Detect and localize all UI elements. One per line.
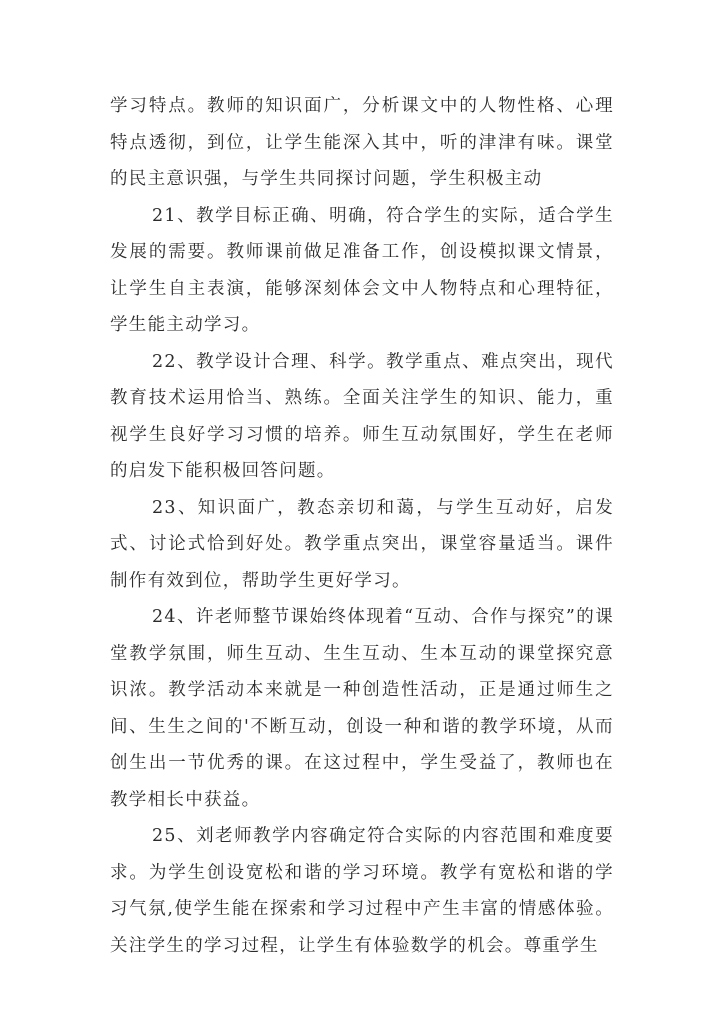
document-body	[110, 88, 614, 964]
paragraph-item-23: 23、知识面广，教态亲切和蔼，与学生互动好，启发式、讨论式恰到好处。教学重点突出，课堂容量适当。课件制作有效到位，帮助学生更好学习。	[110, 497, 614, 591]
paragraph-item-22: 22、教学设计合理、科学。教学重点、难点突出，现代教育技术运用恰当、熟练。全面关注学生的知识、能力，重视学生良好学习习惯的培养。师生互动氛围好，学生在老师的启发下能积极回答问题。	[110, 351, 614, 481]
paragraph-continued: 学习特点。教师的知识面广，分析课文中的人物性格、心理特点透彻，到位，让学生能深入其中，听的津津有味。课堂的民主意识强，与学生共同探讨问题，学生积极主动	[110, 96, 614, 189]
paragraph-item-21: 21、教学目标正确、明确，符合学生的实际，适合学生发展的需要。教师课前做足准备工作，创设模拟课文情景，让学生自主表演，能够深刻体会文中人物特点和心理特征，学生能主动学习。	[110, 205, 614, 335]
paragraph-item-25: 25、刘老师教学内容确定符合实际的内容范围和难度要求。为学生创设宽松和谐的学习环境。教学有宽松和谐的学习气氛,使学生能在探索和学习过程中产生丰富的情感体验。关注学生的学习过程，让学生有体验数学的机会。尊重学生	[110, 826, 614, 956]
paragraph-item-24: 24、许老师整节课始终体现着“互动、合作与探究”的课堂教学氛围，师生互动、生生互动、生本互动的课堂探究意识浓。教学活动本来就是一种创造性活动，正是通过师生之间、生生之间的'不断互动，创设一种和谐的教学环境，从而创生出一节优秀的课。在这过程中，学生受益了，教师也在教学相长中获益。	[110, 607, 614, 810]
